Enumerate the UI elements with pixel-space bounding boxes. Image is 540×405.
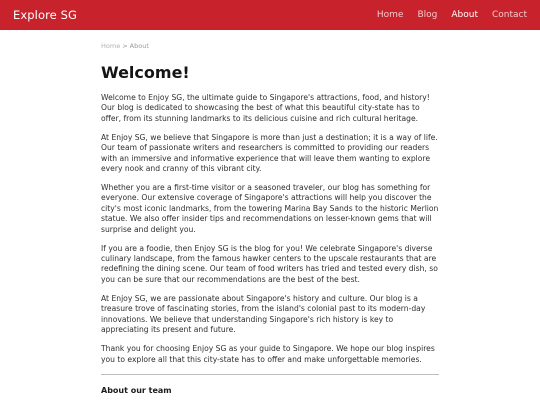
- section-heading-team: About our team: [101, 385, 172, 395]
- nav-link-home[interactable]: Home: [376, 10, 404, 20]
- section-divider: [101, 374, 439, 375]
- site-brand[interactable]: Explore SG: [13, 8, 78, 22]
- top-navbar: [0, 0, 540, 30]
- nav-link-blog[interactable]: Blog: [417, 10, 438, 20]
- page-title: Welcome!: [101, 63, 190, 82]
- paragraph-food: If you are a foodie, then Enjoy SG is the blog for you! We celebrate Singapore's diverse culinary landscape, from the famous hawker centers to the upscale restaurants that are redefining the dining scene. Our team of food writers has tried and tested every dish, so you can be sure that our recommendations are the best of the best.: [101, 243, 438, 284]
- paragraph-attractions: Whether you are a first-time visitor or a seasoned traveler, our blog has something for everyone. Our extensive coverage of Singapore's attractions will help you discover the city's most iconic landmarks, from the towering Marina Bay Sands to the historic Merlion statue. We also offer insider tips and recommendations on lesser-known gems that will surprise and delight you.: [101, 183, 439, 234]
- nav-link-about[interactable]: About: [451, 10, 478, 20]
- paragraph-history: At Enjoy SG, we are passionate about Singapore's history and culture. Our blog is a treasure trove of fascinating stories, from the island's colonial past to its modern-day innovations. We believe that understanding Singapore's rich history is key to appreciating its present and future.: [101, 293, 426, 335]
- breadcrumb-current: About: [129, 42, 149, 50]
- paragraph-belief: At Enjoy SG, we believe that Singapore is more than just a destination; it is a way of life. Our team of passionate writers and researchers is committed to providing our readers with an immersive and informative experience that will leave them wanting to explore every nook and cranny of this vibrant city.: [101, 132, 438, 174]
- nav-link-contact[interactable]: Contact: [491, 10, 527, 20]
- nav-links: [363, 10, 527, 20]
- breadcrumb: [101, 42, 439, 52]
- paragraph-intro: Welcome to Enjoy SG, the ultimate guide to Singapore's attractions, food, and history! Our blog is dedicated to showcasing the best of what this beautiful city-state has to offer, from its stunning landmarks to its delicious cuisine and rich cultural heritage.: [101, 93, 430, 123]
- main-content: [101, 38, 439, 395]
- breadcrumb-separator: >: [122, 42, 128, 50]
- paragraph-thanks: Thank you for choosing Enjoy SG as your guide to Singapore. We hope our blog inspires you to explore all that this city-state has to offer and make unforgettable memories.: [101, 344, 435, 364]
- breadcrumb-home-link[interactable]: Home: [101, 42, 121, 50]
